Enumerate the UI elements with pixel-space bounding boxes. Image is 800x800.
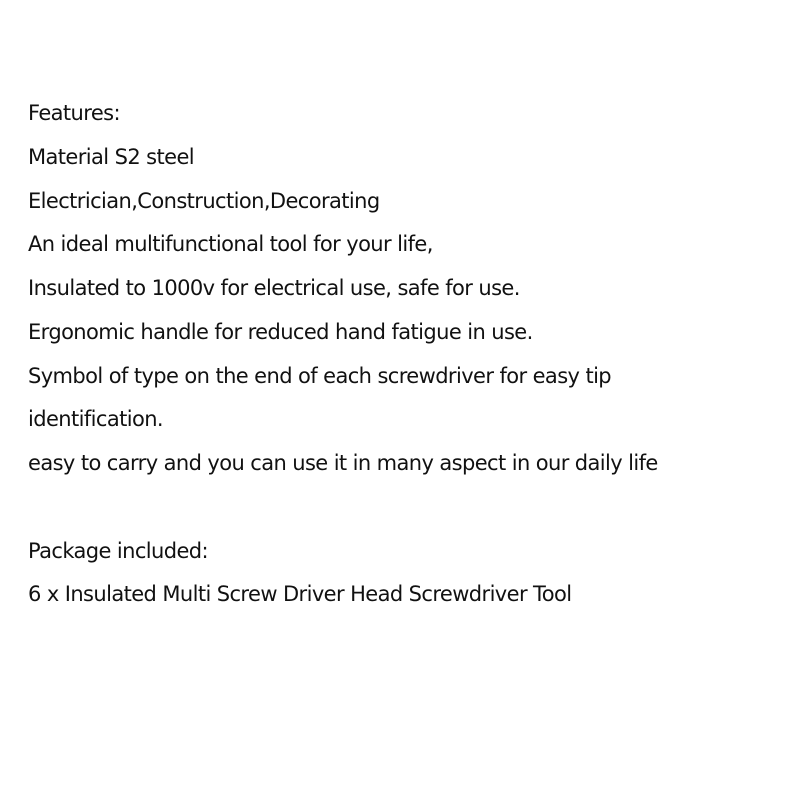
feature-line: Symbol of type on the end of each screwdriver for easy tip — [28, 363, 612, 388]
feature-line: Ergonomic handle for reduced hand fatigue in use. — [28, 319, 533, 344]
feature-line: An ideal multifunctional tool for your life, — [28, 232, 433, 257]
product-description — [28, 92, 788, 617]
feature-line: Material S2 steel — [28, 144, 195, 169]
feature-line: Electrician,Construction,Decorating — [28, 188, 380, 213]
section-divider — [28, 486, 788, 530]
package-section — [28, 530, 788, 618]
features-heading: Features: — [28, 101, 120, 125]
package-line: 6 x Insulated Multi Screw Driver Head Screwdriver Tool — [28, 582, 572, 607]
feature-line: Insulated to 1000v for electrical use, safe for use. — [28, 276, 520, 300]
features-section — [28, 92, 788, 486]
package-heading: Package included: — [28, 538, 209, 563]
feature-line: easy to carry and you can use it in many aspect in our daily life — [28, 451, 658, 475]
feature-line: identification. — [28, 407, 164, 432]
